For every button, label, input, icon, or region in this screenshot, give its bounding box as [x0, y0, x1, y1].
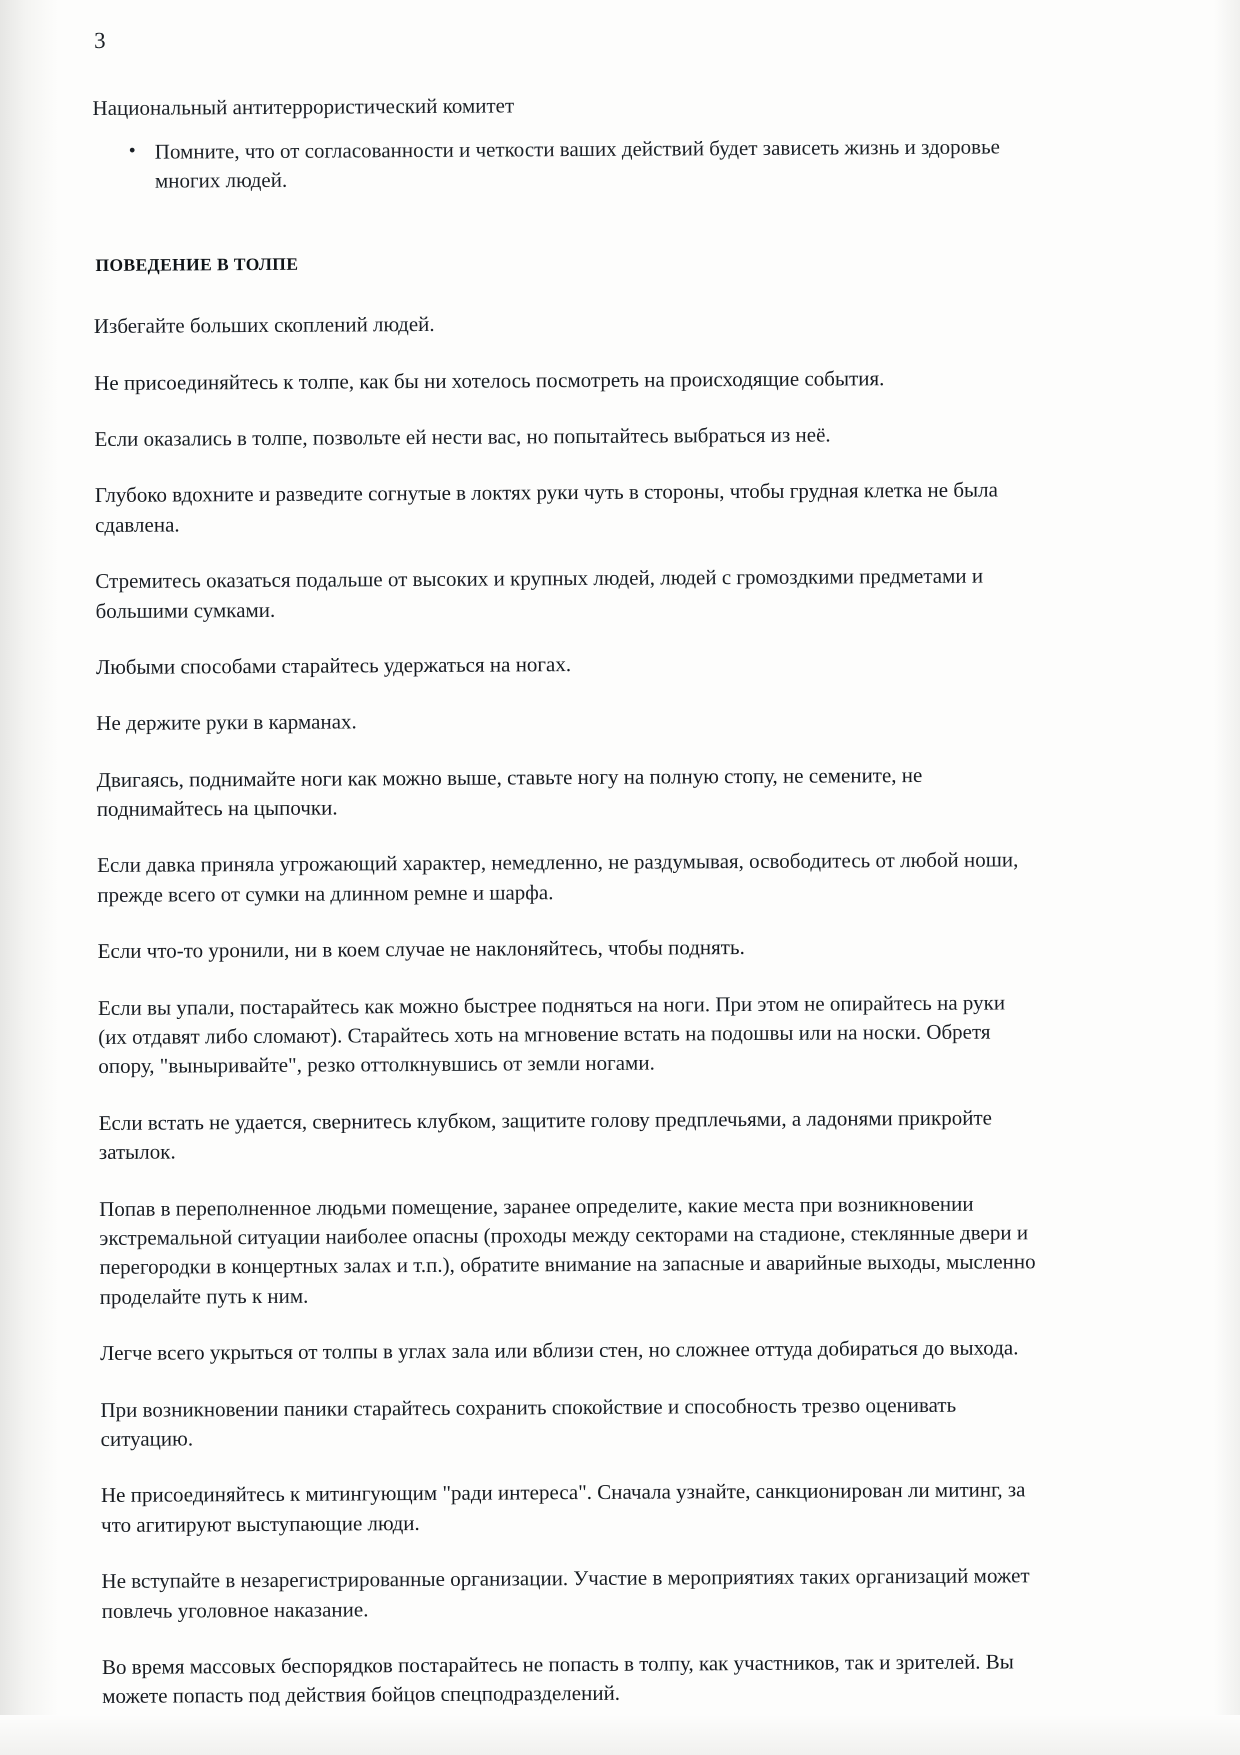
paragraph: При возникновении паники старайтесь сохранить спокойствие и способность трезво оценивать ситуацию.: [100, 1392, 957, 1451]
paragraph: Не присоединяйтесь к митингующим "ради интереса". Сначала узнайте, санкционирован ли митинг, за что агитируют выступающие люди.: [100, 1477, 1026, 1537]
paragraph: Любыми способами старайтесь удержаться на ногах.: [95, 651, 572, 679]
document-content: [92, 22, 1042, 1711]
bullet-list: [93, 132, 1033, 197]
paragraph: Попав в переполненное людьми помещение, заранее определите, какие места при возникновении экстремальной ситуации наиболее опасны (проходы между секторами на стадионе, стеклянные двери и перегородки в концертных залах и т.п.), обратите внимание на запасные и аварийные выходы, мысленно проделайте путь к ним.: [99, 1191, 1036, 1309]
paragraph: Если что-то уронили, ни в коем случае не наклоняйтесь, чтобы поднять.: [97, 935, 745, 964]
paragraph: Легче всего укрыться от толпы в углах зала или вблизи стен, но сложнее оттуда добираться до выхода.: [100, 1335, 1019, 1366]
paragraph: Двигаясь, поднимайте ноги как можно выше, ставьте ногу на полную стопу, не семените, не поднимайтесь на цыпочки.: [96, 762, 923, 822]
paragraph: Не присоединяйтесь к толпе, как бы ни хотелось посмотреть на происходящие события.: [94, 365, 885, 395]
paragraph: Глубоко вдохните и разведите согнутые в локтях руки чуть в стороны, чтобы грудная клетка не была сдавлена.: [94, 477, 998, 537]
paragraph: Избегайте больших скоплений людей.: [93, 312, 435, 339]
page-bottom-edge-shadow: [0, 1715, 1240, 1755]
paragraph: Если давка приняла угрожающий характер, немедленно, не раздумывая, освободитесь от любой ноши, прежде всего от сумки на длинном ремне и шарфа.: [97, 847, 1019, 907]
paragraph: Если встать не удается, свернитесь клубком, защитите голову предплечьями, а ладонями прикройте затылок.: [98, 1105, 992, 1165]
paragraph: Не держите руки в карманах.: [96, 709, 357, 736]
page-left-gutter-shadow: [0, 0, 58, 1755]
page-number: 3: [93, 27, 106, 53]
paragraph: Во время массовых беспорядков постарайтесь не попасть в толпу, как участников, так и зрителей. Вы можете попасть под действия бойцов спецподразделений.: [101, 1649, 1014, 1709]
paragraph: Если оказались в толпе, позвольте ей нести вас, но попытайтесь выбраться из неё.: [94, 422, 831, 451]
section-heading: ПОВЕДЕНИЕ В ТОЛПЕ: [95, 253, 299, 276]
paragraph: Не вступайте в незарегистрированные организации. Участие в мероприятиях таких организаций может повлечь уголовное наказание.: [101, 1563, 1030, 1623]
list-item: • Помните, что от согласованности и четкости ваших действий будет зависеть жизнь и здоровье многих людей.: [155, 132, 1033, 197]
organization-name: Национальный антитеррористический комитет: [92, 93, 515, 121]
paragraph: Стремитесь оказаться подальше от высоких и крупных людей, людей с громоздкими предметами и большими сумками.: [95, 563, 984, 623]
paragraph: Если вы упали, постарайтесь как можно быстрее подняться на ноги. При этом не опирайтесь на руки (их отдавят либо сломают). Старайтесь хоть на мгновение встать на подошвы или на носки. Обретя опору, "выныривайте", резко оттолкнувшись от земли ногами.: [97, 990, 1006, 1079]
page-right-edge-shadow: [1214, 0, 1240, 1755]
